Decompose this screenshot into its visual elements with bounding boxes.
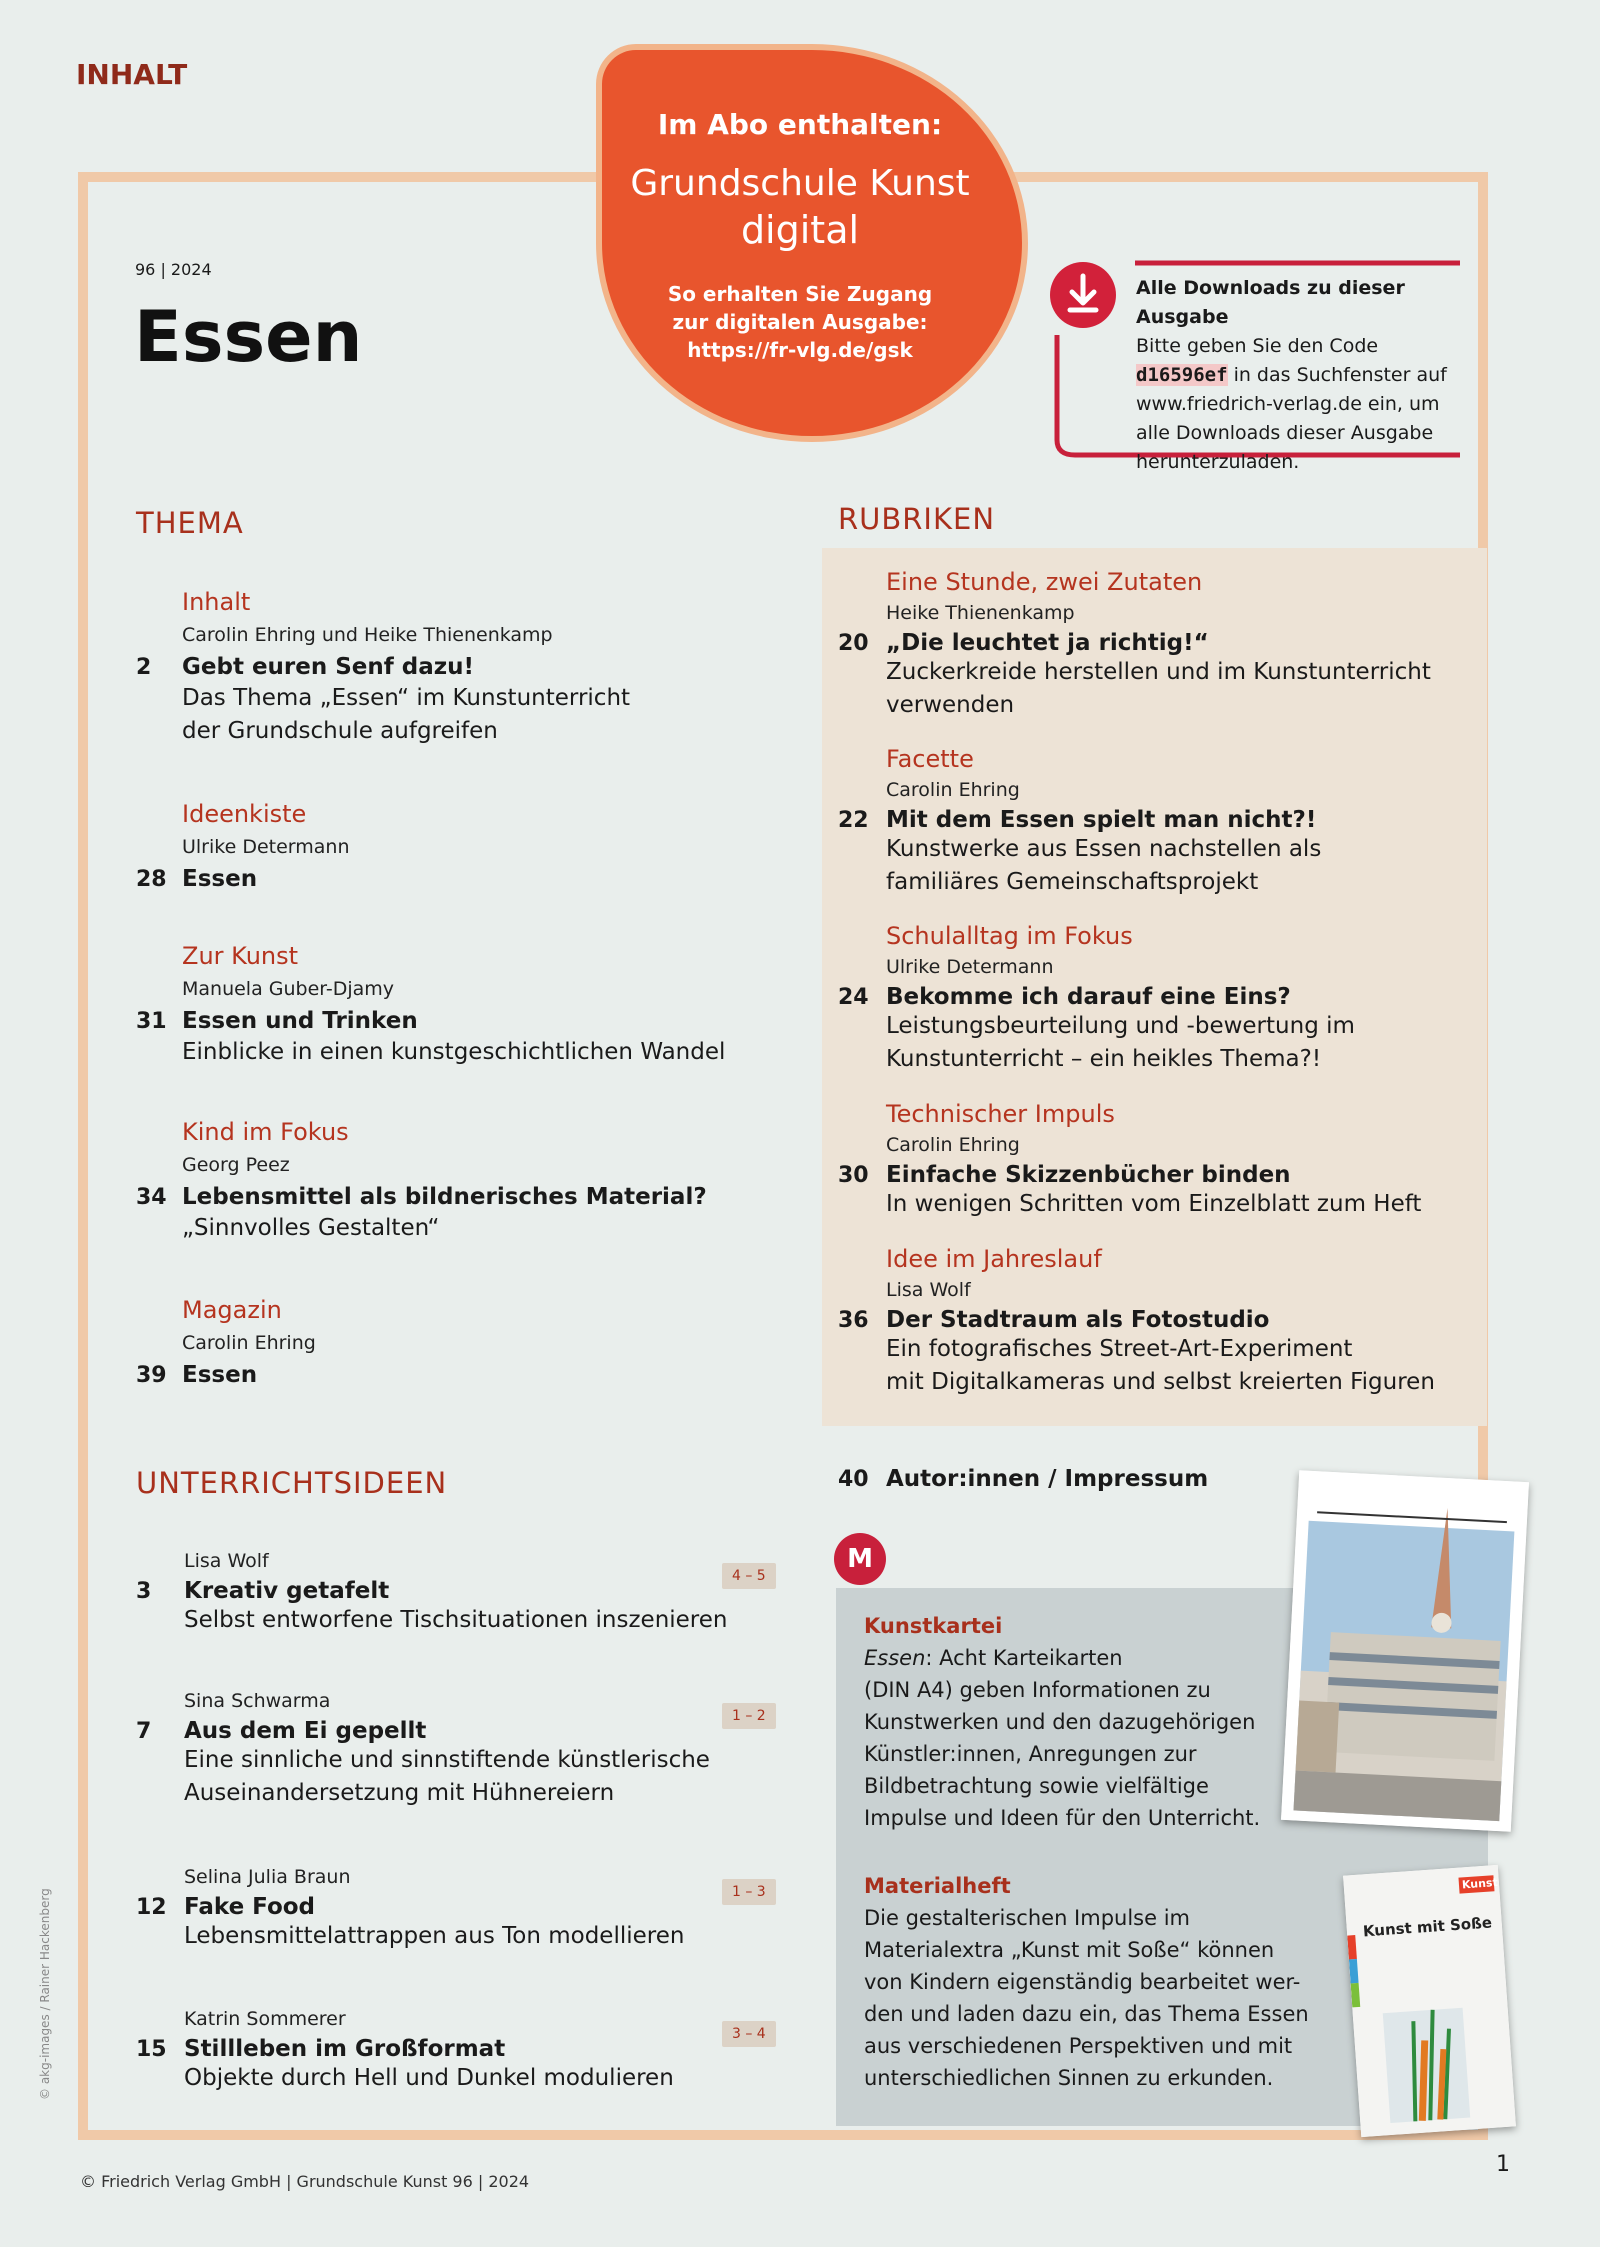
- entry-desc: Lebensmittelattrappen aus Ton modellieren: [184, 1923, 685, 1949]
- entry-title: Essen: [182, 1362, 258, 1388]
- entry-author: Ulrike Determann: [182, 836, 350, 858]
- entry-page: 30: [838, 1163, 869, 1188]
- entry-author: Carolin Ehring: [182, 1332, 316, 1354]
- entry-category: Eine Stunde, zwei Zutaten: [886, 568, 1203, 596]
- entry-title-row: [838, 807, 1478, 833]
- rubrik-entry: [838, 745, 1478, 899]
- promo-line1: Im Abo enthalten:: [657, 108, 943, 141]
- rubrik-entry: [838, 1100, 1478, 1221]
- entry-page: 28: [136, 867, 167, 892]
- unterricht-heading: UNTERRICHTSIDEEN: [136, 1466, 448, 1500]
- entry-title-row: [136, 1718, 776, 1744]
- entry-desc: der Grundschule aufgreifen: [182, 718, 498, 744]
- entry-desc: Selbst entworfene Tischsituationen inszenieren: [184, 1607, 728, 1633]
- thema-entry: [136, 1296, 796, 1388]
- entry-desc: Kunstunterricht – ein heikles Thema?!: [886, 1046, 1322, 1072]
- book-title: Kunst mit Soße: [1362, 1913, 1493, 1941]
- download-line5: herunterzuladen.: [1136, 451, 1300, 473]
- entry-title: Gebt euren Senf dazu!: [182, 654, 475, 680]
- grade-badge: 1 – 2: [722, 1703, 776, 1729]
- entry-title: Essen und Trinken: [182, 1008, 418, 1034]
- entry-category: Idee im Jahreslauf: [886, 1245, 1102, 1273]
- entry-category: Kind im Fokus: [182, 1118, 349, 1146]
- issue-number: 96 | 2024: [135, 260, 212, 279]
- entry-page: 7: [136, 1719, 152, 1744]
- download-code: d16596ef: [1136, 364, 1228, 386]
- entry-desc: Eine sinnliche und sinnstiftende künstlerische: [184, 1747, 710, 1773]
- promo-line5: zur digitalen Ausgabe:: [672, 310, 928, 334]
- entry-title: Mit dem Essen spielt man nicht?!: [886, 807, 1317, 833]
- entry-page: 34: [136, 1185, 167, 1210]
- entry-category: Schulalltag im Fokus: [886, 922, 1133, 950]
- materialheft-line3: von Kindern eigenständig bearbeitet wer-: [864, 1970, 1301, 1994]
- entry-title: Lebensmittel als bildnerisches Material?: [182, 1184, 707, 1210]
- entry-desc: mit Digitalkameras und selbst kreierten Figuren: [886, 1369, 1435, 1395]
- kunstkartei-card-image: [1281, 1470, 1529, 1832]
- entry-title: Der Stadtraum als Fotostudio: [886, 1307, 1270, 1333]
- thema-entry: [136, 942, 796, 1069]
- materialheft-cover-image: [1343, 1865, 1516, 2137]
- entry-title-row: [136, 1362, 796, 1388]
- entry-category: Inhalt: [182, 588, 251, 616]
- inhalt-label: INHALT: [76, 58, 188, 91]
- entry-category: Magazin: [182, 1296, 282, 1324]
- entry-title: Bekomme ich darauf eine Eins?: [886, 984, 1291, 1010]
- book-brand: Kunst: [1461, 1875, 1499, 1892]
- entry-page: 39: [136, 1363, 167, 1388]
- entry-page: 24: [838, 985, 869, 1010]
- entry-author: Heike Thienenkamp: [886, 602, 1075, 624]
- kunstkartei-block: [864, 1610, 1284, 1834]
- kunstkartei-line1: : Acht Karteikarten: [925, 1646, 1123, 1670]
- rubrik-entry: [838, 568, 1478, 722]
- entry-desc: Zuckerkreide herstellen und im Kunstunterricht: [886, 659, 1431, 685]
- download-heading: Alle Downloads zu dieser Ausgabe: [1136, 277, 1405, 328]
- entry-desc: verwenden: [886, 692, 1015, 718]
- kunstkartei-line2: (DIN A4) geben Informationen zu: [864, 1678, 1211, 1702]
- page-title: Essen: [134, 296, 363, 378]
- entry-title-row: [136, 1008, 796, 1034]
- entry-author: Georg Peez: [182, 1154, 290, 1176]
- unterricht-entry: [136, 1690, 776, 1810]
- entry-author: Sina Schwarma: [184, 1690, 331, 1712]
- materialheft-line1: Die gestalterischen Impulse im: [864, 1906, 1191, 1930]
- entry-title-row: [136, 2036, 776, 2062]
- entry-desc: Einblicke in einen kunstgeschichtlichen Wandel: [182, 1039, 726, 1065]
- entry-desc: Das Thema „Essen“ im Kunstunterricht: [182, 685, 631, 711]
- entry-author: Ulrike Determann: [886, 956, 1054, 978]
- unterricht-entry: [136, 1866, 776, 1953]
- entry-page: 36: [838, 1308, 869, 1333]
- entry-title-row: [136, 866, 796, 892]
- entry-page: 15: [136, 2037, 167, 2062]
- grade-badge: 3 – 4: [722, 2021, 776, 2047]
- download-line1: Bitte geben Sie den Code: [1136, 335, 1379, 357]
- materialheft-line2: Materialextra „Kunst mit Soße“ können: [864, 1938, 1275, 1962]
- materialheft-line4: den und laden dazu ein, das Thema Essen: [864, 2002, 1309, 2026]
- kunstkartei-line3: Kunstwerken und den dazugehörigen: [864, 1710, 1256, 1734]
- kunstkartei-line6: Impulse und Ideen für den Unterricht.: [864, 1806, 1261, 1830]
- entry-page: 2: [136, 655, 152, 680]
- materialheft-line5: aus verschiedenen Perspektiven und mit: [864, 2034, 1293, 2058]
- entry-author: Manuela Guber-Djamy: [182, 978, 395, 1000]
- entry-title-row: [136, 1578, 776, 1604]
- entry-title-row: [838, 984, 1478, 1010]
- entry-page: 22: [838, 808, 869, 833]
- entry-author: Carolin Ehring: [886, 1134, 1020, 1156]
- entry-title-row: [838, 1307, 1478, 1333]
- materialheft-block: [864, 1870, 1324, 2094]
- entry-title-row: [136, 654, 796, 680]
- materialheft-line6: unterschiedlichen Sinnen zu erkunden.: [864, 2066, 1274, 2090]
- footer-copyright: © Friedrich Verlag GmbH | Grundschule Kunst 96 | 2024: [80, 2172, 530, 2191]
- impressum-title: Autor:innen / Impressum: [886, 1466, 1209, 1492]
- entry-title-row: [136, 1894, 776, 1920]
- entry-desc: familiäres Gemeinschaftsprojekt: [886, 869, 1259, 895]
- grade-badge: 4 – 5: [722, 1563, 776, 1589]
- entry-desc: Objekte durch Hell und Dunkel modulieren: [184, 2065, 674, 2091]
- promo-text: [610, 100, 990, 362]
- download-text: [1136, 274, 1476, 477]
- entry-category: Ideenkiste: [182, 800, 307, 828]
- thema-entry: [136, 800, 796, 892]
- entry-desc: Ein fotografisches Street-Art-Experiment: [886, 1336, 1353, 1362]
- impressum-row: [838, 1466, 1208, 1492]
- entry-title: Einfache Skizzenbücher binden: [886, 1162, 1291, 1188]
- entry-author: Lisa Wolf: [184, 1550, 269, 1572]
- entry-author: Lisa Wolf: [886, 1279, 971, 1301]
- entry-category: Facette: [886, 745, 974, 773]
- material-icon: M: [834, 1533, 886, 1585]
- entry-author: Carolin Ehring und Heike Thienenkamp: [182, 624, 553, 646]
- download-line2-text: in das Suchfenster auf: [1233, 364, 1447, 386]
- rubriken-heading: RUBRIKEN: [838, 502, 996, 536]
- kunstkartei-line: [864, 1642, 1284, 1674]
- entry-author: Selina Julia Braun: [184, 1866, 351, 1888]
- entry-title: Fake Food: [184, 1894, 316, 1920]
- entry-page: 3: [136, 1579, 152, 1604]
- entry-desc: Auseinandersetzung mit Hühnereiern: [184, 1780, 615, 1806]
- entry-title: Stillleben im Großformat: [184, 2036, 506, 2062]
- entry-page: 31: [136, 1009, 167, 1034]
- kunstkartei-em: Essen: [864, 1646, 926, 1670]
- entry-page: 20: [838, 631, 869, 656]
- unterricht-entry: [136, 2008, 776, 2095]
- thema-entry: [136, 1118, 796, 1245]
- entry-title-row: [838, 1162, 1478, 1188]
- promo-line4: So erhalten Sie Zugang: [667, 282, 933, 306]
- download-line4: alle Downloads dieser Ausgabe: [1136, 422, 1434, 444]
- entry-author: Katrin Sommerer: [184, 2008, 346, 2030]
- download-line2: [1136, 361, 1476, 390]
- entry-title-row: [136, 1184, 796, 1210]
- entry-title-row: [838, 630, 1478, 656]
- entry-author: Carolin Ehring: [886, 779, 1020, 801]
- entry-title: Aus dem Ei gepellt: [184, 1718, 427, 1744]
- entry-title: Kreativ getafelt: [184, 1578, 390, 1604]
- entry-desc: Leistungsbeurteilung und -bewertung im: [886, 1013, 1355, 1039]
- entry-page: 12: [136, 1895, 167, 1920]
- promo-link[interactable]: https://fr-vlg.de/gsk: [687, 338, 913, 362]
- grade-badge: 1 – 3: [722, 1879, 776, 1905]
- entry-title: „Die leuchtet ja richtig!“: [886, 630, 1209, 656]
- promo-line3: digital: [740, 208, 860, 252]
- kunstkartei-line5: Bildbetrachtung sowie vielfältige: [864, 1774, 1209, 1798]
- page-number: 1: [1496, 2152, 1510, 2177]
- entry-desc: „Sinnvolles Gestalten“: [182, 1215, 440, 1241]
- promo-line2: Grundschule Kunst: [630, 163, 970, 204]
- rubrik-entry: [838, 1245, 1478, 1399]
- entry-category: Technischer Impuls: [886, 1100, 1115, 1128]
- entry-category: Zur Kunst: [182, 942, 299, 970]
- entry-desc: Kunstwerke aus Essen nachstellen als: [886, 836, 1322, 862]
- rubrik-entry: [838, 922, 1478, 1076]
- kunstkartei-heading: Kunstkartei: [864, 1614, 1003, 1638]
- photo-credit: © akg-images / Rainer Hackenberg: [38, 1888, 52, 2100]
- download-line3: www.friedrich-verlag.de ein, um: [1136, 393, 1440, 415]
- kunstkartei-line4: Künstler:innen, Anregungen zur: [864, 1742, 1197, 1766]
- entry-title: Essen: [182, 866, 258, 892]
- unterricht-entry: [136, 1550, 776, 1637]
- thema-heading: THEMA: [136, 506, 244, 540]
- thema-entry: [136, 588, 796, 748]
- impressum-page: 40: [838, 1467, 869, 1492]
- entry-desc: In wenigen Schritten vom Einzelblatt zum Heft: [886, 1191, 1422, 1217]
- materialheft-heading: Materialheft: [864, 1874, 1011, 1898]
